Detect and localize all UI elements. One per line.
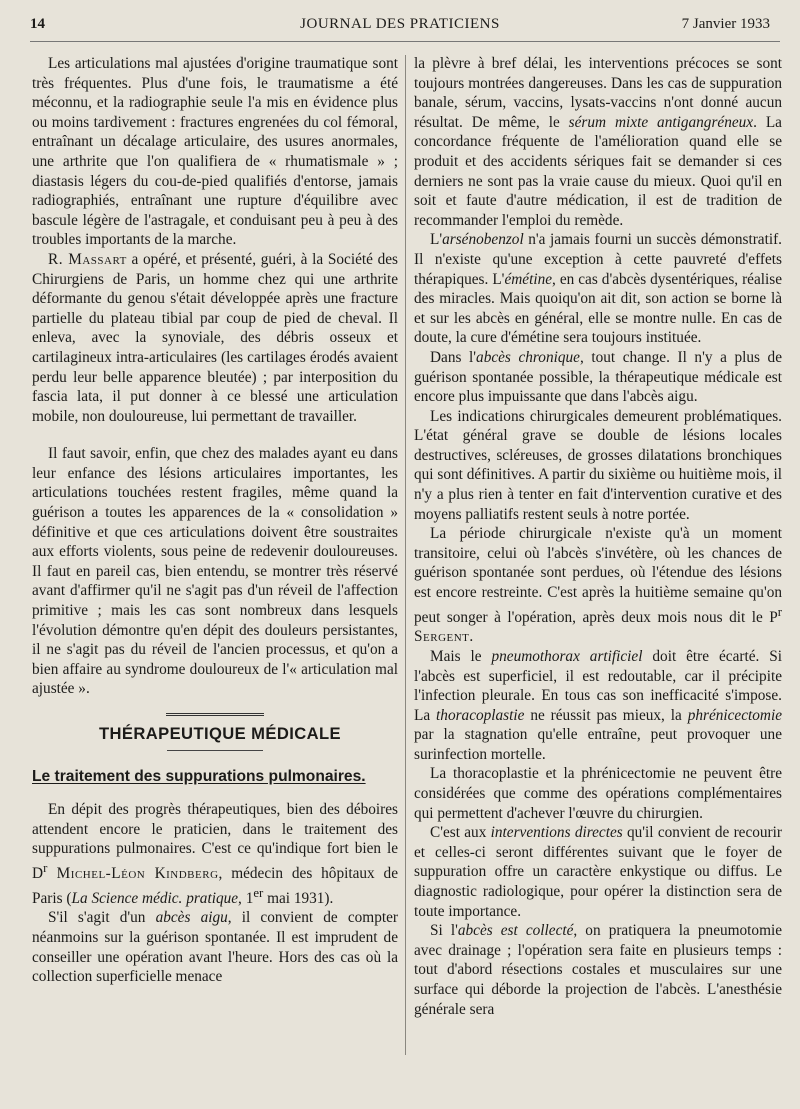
paragraph: S'il s'agit d'un abcès aigu, il convient de compter néanmoins sur la guérison spontanée. Il est imprudent de conseiller une opération avant l'heure. Hors des cas où la collection superficielle menace — [32, 909, 398, 986]
section-rule — [167, 750, 263, 751]
paragraph: Si l'abcès est collecté, on pratiquera la pneumotomie avec drainage ; l'opération sera faite en plusieurs temps : tout d'abord résections costales et musculaires sur une surface qui déborde la projection de l'abcès. L'anesthésie générale sera — [414, 922, 783, 1018]
page-number: 14 — [30, 16, 45, 32]
paragraph: Les articulations mal ajustées d'origine traumatique sont très fréquentes. Plus d'une fois, le traumatisme a été méconnu, et la radiographie seule l'a mis en évidence plus ou moins tardivement : fractures engrenées du col fémoral, entraînant un décalage articulaire, des usures anormales, une arthrite que l'on qualifiera de « rhumatismale » ; diastasis légers du cou-de-pied qualifiés d'entorse, jamais radiographiés, entraînant une rupture d'équilibre avec bascule légère de l'astragale, et conduisant peu à peu à des troubles importants de la marche. — [32, 55, 398, 249]
journal-title: JOURNAL DES PRATICIENS — [300, 16, 500, 32]
paragraph: Il faut savoir, enfin, que chez des malades ayant eu dans leur enfance des lésions articulaires importantes, les articulations touchées restent fragiles, même quand la guérison a toutes les apparences de la « consolidation » définitive et que ces articulations doivent être soustraites aux efforts violents, sous peine de redevenir douloureuses. Il faut en pareil cas, bien entendu, se montrer très réservé avant d'affirmer qu'il ne s'agit pas d'un réveil de l'affection primitive ; mais les cas sont nombreux dans lesquels l'évolution démontre qu'en dépit des douleurs persistantes, il ne s'agit pas du réveil de l'ancien processus, et qu'on a bien affaire au syndrome douloureux de l'« articulation mal ajustée ». — [32, 445, 398, 698]
section-title: THÉRAPEUTIQUE MÉDICALE — [98, 724, 342, 743]
article-title: Le traitement des suppurations pulmonaires. — [32, 767, 366, 785]
author-name: Michel-Léon Kindberg — [47, 865, 219, 883]
paragraph: Dans l'abcès chronique, tout change. Il n'y a plus de guérison spontanée possible, la thérapeutique médicale est encore plus impuissante que dans l'abcès aigu. — [414, 348, 782, 406]
section-ornament — [166, 713, 264, 716]
column-divider — [405, 55, 406, 1055]
author-name: Sergent — [414, 628, 470, 646]
header-rule — [30, 41, 780, 42]
paragraph: L'arsénobenzol n'a jamais fourni un succès démonstratif. Il n'existe qu'une exception à cette pauvreté d'effets thérapiques. L'émétine, en cas d'abcès dysentériques, réalise des miracles. Mais quoiqu'on ait dit, son action se borne là et sur les abcès en général, elle se montre nulle. En cas de doute, la cure d'émétine sera toujours instituée. — [414, 231, 783, 347]
paragraph: C'est aux interventions directes qu'il convient de recourir et celles-ci seront différentes suivant que le foyer de suppuration offre un caractère enkystique ou diffus. Le diagnostic radiologique, pour opérer la distinction sera de toute importance. — [414, 824, 782, 920]
right-column — [414, 54, 782, 1019]
paragraph: La thoracoplastie et la phrénicectomie ne peuvent être considérées que comme des opérations complémentaires qui permettent d'achever l'œuvre du chirurgien. — [414, 765, 782, 822]
left-column — [32, 54, 398, 987]
paragraph: Les indications chirurgicales demeurent problématiques. L'état général grave se double de lésions locales destructives, scléreuses, de grosses dilatations bronchiques qui sont définitives. A partir du sixième ou huitième mois, il n'y a plus rien à tenter en fait d'intervention curative et des moyens palliatifs restent seuls à notre portée. — [414, 407, 782, 523]
paragraph: la plèvre à bref délai, les interventions précoces se sont toujours montrées dangereuses. Dans les cas de suppuration banale, sérum, vaccins, lysats-vaccins n'ont donné aucun résultat. De même, le sérum mixte antigangréneux. La concordance fréquente de l'amélioration quand elle se produit et des accidents sériques fait se demander si ces derniers ne sont pas la vraie cause du mieux. Quoi qu'il en soit et faute d'autre médication, il est de tradition de recommander l'emploi du remède. — [414, 55, 782, 229]
author-name: R. Massart — [48, 250, 127, 268]
paragraph: La période chirurgicale n'existe qu'à un moment transitoire, celui où l'abcès s'invétère, où les chances de guérison spontanée sont perdues, où l'étendue des lésions est encore restreinte. C'est après la huitième semaine qu'on peut songer à l'opération, après deux mois nous dit le $P^r$ Sergent. — [414, 525, 782, 646]
paragraph: R. Massart a opéré, et présenté, guéri, à la Société des Chirurgiens de Paris, un homme chez qui une arthrite déformante du genou s'était développée après une fracture partielle du plateau tibial par coup de pied de cheval. Il enleva, avec la synoviale, des débris osseux et cartilagineux intra-articulaires (les cartilages érodés avaient perdu leur belle apparence bleutée) ; par interposition du fascia lata, il put donner à ce blessé une articulation mobile, non douloureuse, lui permettant de travailler. — [32, 250, 398, 425]
issue-date: 7 Janvier 1933 — [681, 16, 770, 32]
paragraph: Mais le pneumothorax artificiel doit être écarté. Si l'abcès est superficiel, il est redoutable, car il précipite l'infection pleurale. En tous cas son inefficacité s'impose. La thoracoplastie ne réussit pas mieux, la phrénicectomie par la stagnation qu'elle entraîne, peut provoquer une surinfection mortelle. — [414, 647, 782, 763]
paragraph: En dépit des progrès thérapeutiques, bien des déboires attendent encore le praticien, dans le traitement des suppurations pulmonaires. C'est ce qu'indique fort bien le $D^r$ Michel-Léon Kindberg, médecin des hôpitaux de Paris (La Science médic. pratique, 1er mai 1931). — [32, 801, 398, 907]
source-title: La Science médic. pratique — [71, 889, 239, 907]
running-header — [30, 16, 770, 38]
